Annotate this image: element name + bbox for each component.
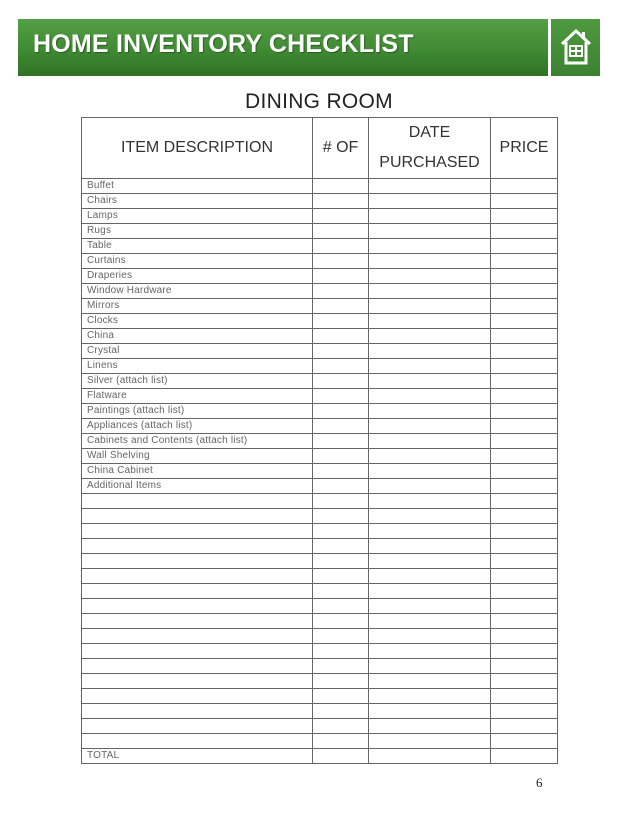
date-cell[interactable]	[369, 614, 491, 629]
date-cell[interactable]	[369, 584, 491, 599]
item-cell: Buffet	[82, 179, 313, 194]
price-cell[interactable]	[491, 554, 558, 569]
column-header-count: # OF	[313, 118, 369, 179]
table-row	[82, 554, 558, 569]
count-cell[interactable]	[313, 209, 369, 224]
date-cell[interactable]	[369, 734, 491, 749]
date-cell[interactable]	[369, 224, 491, 239]
date-cell[interactable]	[369, 629, 491, 644]
item-cell: Cabinets and Contents (attach list)	[82, 434, 313, 449]
item-cell	[82, 704, 313, 719]
price-cell[interactable]	[491, 539, 558, 554]
count-cell[interactable]	[313, 389, 369, 404]
count-cell[interactable]	[313, 584, 369, 599]
page-number: 6	[536, 775, 543, 790]
date-cell[interactable]	[369, 389, 491, 404]
item-cell: Draperies	[82, 269, 313, 284]
date-cell[interactable]	[369, 209, 491, 224]
table-row	[82, 194, 558, 209]
count-cell[interactable]	[313, 374, 369, 389]
count-cell[interactable]	[313, 734, 369, 749]
count-cell[interactable]	[313, 614, 369, 629]
table-row	[82, 479, 558, 494]
price-cell[interactable]	[491, 374, 558, 389]
item-cell	[82, 629, 313, 644]
item-cell: Mirrors	[82, 299, 313, 314]
date-cell[interactable]	[369, 404, 491, 419]
date-cell[interactable]	[369, 539, 491, 554]
price-cell[interactable]	[491, 419, 558, 434]
price-cell[interactable]	[491, 389, 558, 404]
count-cell[interactable]	[313, 629, 369, 644]
item-cell: Flatware	[82, 389, 313, 404]
table-row	[82, 734, 558, 749]
table-row	[82, 239, 558, 254]
column-header-date-line1: DATE	[408, 124, 451, 141]
date-cell[interactable]	[369, 644, 491, 659]
table-row	[82, 599, 558, 614]
price-cell[interactable]	[491, 644, 558, 659]
item-cell: Rugs	[82, 224, 313, 239]
table-body	[82, 179, 558, 764]
price-cell[interactable]	[491, 194, 558, 209]
column-header-item: ITEM DESCRIPTION	[82, 118, 313, 179]
table-row	[82, 674, 558, 689]
item-cell	[82, 554, 313, 569]
table-row	[82, 374, 558, 389]
price-cell[interactable]	[491, 224, 558, 239]
price-cell[interactable]	[491, 449, 558, 464]
house-icon	[560, 27, 592, 67]
price-cell[interactable]	[491, 344, 558, 359]
price-cell[interactable]	[491, 329, 558, 344]
count-cell[interactable]	[313, 224, 369, 239]
price-cell[interactable]	[491, 614, 558, 629]
price-cell[interactable]	[491, 254, 558, 269]
count-cell[interactable]	[313, 449, 369, 464]
column-header-price: PRICE	[491, 118, 558, 179]
item-cell: Crystal	[82, 344, 313, 359]
item-cell	[82, 674, 313, 689]
inventory-table	[81, 117, 558, 764]
table-row	[82, 644, 558, 659]
count-cell[interactable]	[313, 674, 369, 689]
price-cell[interactable]	[491, 494, 558, 509]
date-cell[interactable]	[369, 554, 491, 569]
date-cell[interactable]	[369, 374, 491, 389]
price-cell[interactable]	[491, 299, 558, 314]
date-cell[interactable]	[369, 494, 491, 509]
item-cell	[82, 614, 313, 629]
item-cell: Additional Items	[82, 479, 313, 494]
price-cell[interactable]	[491, 659, 558, 674]
item-cell: Wall Shelving	[82, 449, 313, 464]
date-cell[interactable]	[369, 464, 491, 479]
table-row	[82, 659, 558, 674]
date-cell[interactable]	[369, 479, 491, 494]
price-cell[interactable]	[491, 239, 558, 254]
date-cell[interactable]	[369, 329, 491, 344]
price-cell[interactable]	[491, 674, 558, 689]
item-cell: Window Hardware	[82, 284, 313, 299]
table-row	[82, 419, 558, 434]
price-cell[interactable]	[491, 629, 558, 644]
count-cell[interactable]	[313, 719, 369, 734]
count-cell[interactable]	[313, 554, 369, 569]
item-cell	[82, 689, 313, 704]
item-cell: China	[82, 329, 313, 344]
date-cell[interactable]	[369, 419, 491, 434]
table-row	[82, 704, 558, 719]
count-cell[interactable]	[313, 704, 369, 719]
date-cell[interactable]	[369, 704, 491, 719]
item-cell	[82, 539, 313, 554]
date-cell[interactable]	[369, 449, 491, 464]
price-cell[interactable]	[491, 269, 558, 284]
count-cell[interactable]	[313, 464, 369, 479]
item-cell: Paintings (attach list)	[82, 404, 313, 419]
total-row	[82, 749, 558, 764]
table-row	[82, 254, 558, 269]
price-cell[interactable]	[491, 179, 558, 194]
item-cell: Linens	[82, 359, 313, 374]
table-row	[82, 719, 558, 734]
date-cell[interactable]	[369, 524, 491, 539]
count-cell[interactable]	[313, 254, 369, 269]
count-cell[interactable]	[313, 269, 369, 284]
date-cell[interactable]	[369, 434, 491, 449]
date-cell[interactable]	[369, 284, 491, 299]
table-row	[82, 314, 558, 329]
date-cell[interactable]	[369, 674, 491, 689]
price-cell[interactable]	[491, 209, 558, 224]
table-row	[82, 179, 558, 194]
table-row	[82, 284, 558, 299]
count-cell[interactable]	[313, 659, 369, 674]
table-row	[82, 359, 558, 374]
table-row	[82, 464, 558, 479]
date-cell[interactable]	[369, 599, 491, 614]
table-row	[82, 584, 558, 599]
table-row	[82, 434, 558, 449]
count-cell[interactable]	[313, 299, 369, 314]
item-cell: Clocks	[82, 314, 313, 329]
item-cell: Table	[82, 239, 313, 254]
count-cell[interactable]	[313, 329, 369, 344]
price-cell[interactable]	[491, 314, 558, 329]
count-cell[interactable]	[313, 749, 369, 764]
logo	[551, 19, 600, 76]
item-cell	[82, 719, 313, 734]
date-cell[interactable]	[369, 314, 491, 329]
price-cell[interactable]	[491, 584, 558, 599]
item-cell: China Cabinet	[82, 464, 313, 479]
date-cell[interactable]	[369, 359, 491, 374]
table-row	[82, 299, 558, 314]
count-cell[interactable]	[313, 419, 369, 434]
table-row	[82, 449, 558, 464]
date-cell[interactable]	[369, 719, 491, 734]
date-cell[interactable]	[369, 749, 491, 764]
column-header-date	[369, 118, 491, 179]
price-cell[interactable]	[491, 719, 558, 734]
count-cell[interactable]	[313, 509, 369, 524]
count-cell[interactable]	[313, 194, 369, 209]
item-cell	[82, 524, 313, 539]
count-cell[interactable]	[313, 539, 369, 554]
count-cell[interactable]	[313, 314, 369, 329]
price-cell[interactable]	[491, 524, 558, 539]
table-row	[82, 539, 558, 554]
count-cell[interactable]	[313, 524, 369, 539]
price-cell[interactable]	[491, 359, 558, 374]
table-row	[82, 329, 558, 344]
table-header-row	[82, 118, 558, 179]
table-row	[82, 614, 558, 629]
item-cell: Chairs	[82, 194, 313, 209]
item-cell: TOTAL	[82, 749, 313, 764]
date-cell[interactable]	[369, 179, 491, 194]
item-cell	[82, 584, 313, 599]
table-row	[82, 524, 558, 539]
table-row	[82, 269, 558, 284]
document-title: HOME INVENTORY CHECKLIST	[33, 30, 414, 58]
date-cell[interactable]	[369, 239, 491, 254]
item-cell: Curtains	[82, 254, 313, 269]
count-cell[interactable]	[313, 479, 369, 494]
table-row	[82, 494, 558, 509]
price-cell[interactable]	[491, 749, 558, 764]
count-cell[interactable]	[313, 359, 369, 374]
item-cell: Silver (attach list)	[82, 374, 313, 389]
count-cell[interactable]	[313, 644, 369, 659]
count-cell[interactable]	[313, 689, 369, 704]
price-cell[interactable]	[491, 704, 558, 719]
item-cell	[82, 494, 313, 509]
price-cell[interactable]	[491, 479, 558, 494]
count-cell[interactable]	[313, 599, 369, 614]
item-cell: Lamps	[82, 209, 313, 224]
date-cell[interactable]	[369, 569, 491, 584]
table-row	[82, 344, 558, 359]
price-cell[interactable]	[491, 509, 558, 524]
item-cell	[82, 644, 313, 659]
date-cell[interactable]	[369, 689, 491, 704]
table-row	[82, 224, 558, 239]
date-cell[interactable]	[369, 299, 491, 314]
item-cell	[82, 509, 313, 524]
price-cell[interactable]	[491, 689, 558, 704]
date-cell[interactable]	[369, 509, 491, 524]
item-cell	[82, 659, 313, 674]
item-cell: Appliances (attach list)	[82, 419, 313, 434]
date-cell[interactable]	[369, 269, 491, 284]
count-cell[interactable]	[313, 284, 369, 299]
date-cell[interactable]	[369, 194, 491, 209]
price-cell[interactable]	[491, 599, 558, 614]
date-cell[interactable]	[369, 254, 491, 269]
price-cell[interactable]	[491, 404, 558, 419]
item-cell	[82, 599, 313, 614]
item-cell	[82, 734, 313, 749]
table-row	[82, 569, 558, 584]
table-row	[82, 404, 558, 419]
price-cell[interactable]	[491, 734, 558, 749]
table-row	[82, 509, 558, 524]
price-cell[interactable]	[491, 284, 558, 299]
date-cell[interactable]	[369, 659, 491, 674]
price-cell[interactable]	[491, 464, 558, 479]
section-title: DINING ROOM	[245, 90, 393, 113]
count-cell[interactable]	[313, 344, 369, 359]
item-cell	[82, 569, 313, 584]
count-cell[interactable]	[313, 434, 369, 449]
table-row	[82, 389, 558, 404]
column-header-date-line2: PURCHASED	[379, 154, 480, 171]
count-cell[interactable]	[313, 239, 369, 254]
date-cell[interactable]	[369, 344, 491, 359]
price-cell[interactable]	[491, 434, 558, 449]
count-cell[interactable]	[313, 179, 369, 194]
count-cell[interactable]	[313, 494, 369, 509]
price-cell[interactable]	[491, 569, 558, 584]
table-row	[82, 689, 558, 704]
count-cell[interactable]	[313, 404, 369, 419]
table-row	[82, 209, 558, 224]
table-row	[82, 629, 558, 644]
count-cell[interactable]	[313, 569, 369, 584]
